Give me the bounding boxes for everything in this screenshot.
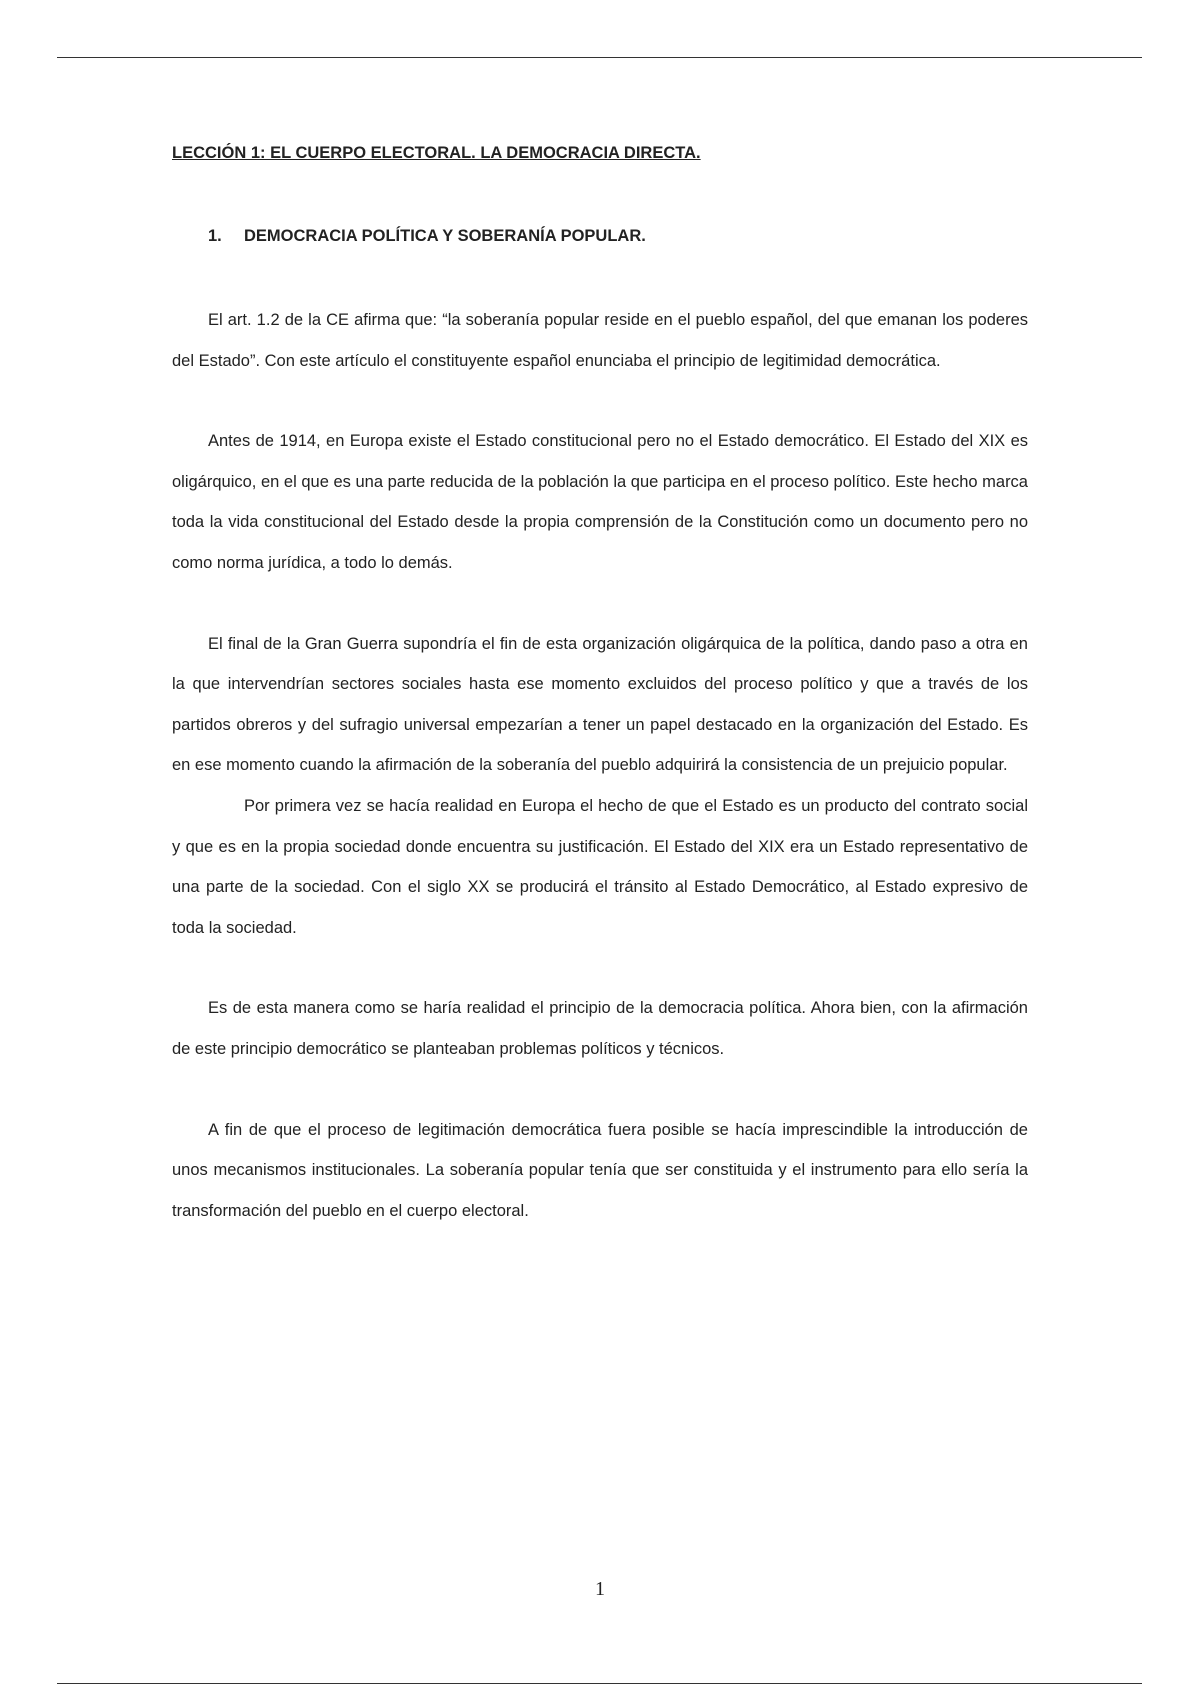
paragraph: Antes de 1914, en Europa existe el Estado constitucional pero no el Estado democrático. El Estado del XIX es oligárquico, en el que es una parte reducida de la población la que participa en el proceso político. Este hecho marca toda la vida constitucional del Estado desde la propia comprensión de la Constitución como un documento pero no como norma jurídica, a todo lo demás.	[172, 432, 1028, 572]
paragraph: Es de esta manera como se haría realidad el principio de la democracia política. Ahora bien, con la afirmación de este principio democrático se planteaban problemas políticos y técnicos.	[172, 999, 1028, 1058]
paragraph: El art. 1.2 de la CE afirma que: “la soberanía popular reside en el pueblo español, del que emanan los poderes del Estado”. Con este artículo el constituyente español enunciaba el principio de legitimidad democrática.	[172, 311, 1028, 370]
paragraph: Por primera vez se hacía realidad en Europa el hecho de que el Estado es un producto del contrato social y que es en la propia sociedad donde encuentra su justificación. El Estado del XIX era un Estado representativo de una parte de la sociedad. Con el siglo XX se producirá el tránsito al Estado Democrático, al Estado expresivo de toda la sociedad.	[172, 796, 1028, 937]
section-heading	[208, 227, 646, 246]
header-rule	[57, 57, 1142, 58]
paragraph: El final de la Gran Guerra supondría el fin de esta organización oligárquica de la política, dando paso a otra en la que intervendrían sectores sociales hasta ese momento excluidos del proceso político y que a través de los partidos obreros y del sufragio universal empezarían a tener un papel destacado en la organización del Estado. Es en ese momento cuando la afirmación de la soberanía del pueblo adquirirá la consistencia de un prejuicio popular.	[172, 634, 1028, 775]
footer-rule	[57, 1683, 1142, 1684]
section-number: 1.	[208, 227, 222, 245]
lesson-title: LECCIÓN 1: EL CUERPO ELECTORAL. LA DEMOCRACIA DIRECTA.	[172, 144, 701, 162]
paragraph: A fin de que el proceso de legitimación democrática fuera posible se hacía imprescindible la introducción de unos mecanismos institucionales. La soberanía popular tenía que ser constituida y el instrumento para ello sería la transformación del pueblo en el cuerpo electoral.	[172, 1120, 1028, 1220]
body-text	[172, 300, 1028, 1271]
section-title: DEMOCRACIA POLÍTICA Y SOBERANÍA POPULAR.	[244, 227, 646, 245]
page-number: 1	[595, 1578, 605, 1600]
